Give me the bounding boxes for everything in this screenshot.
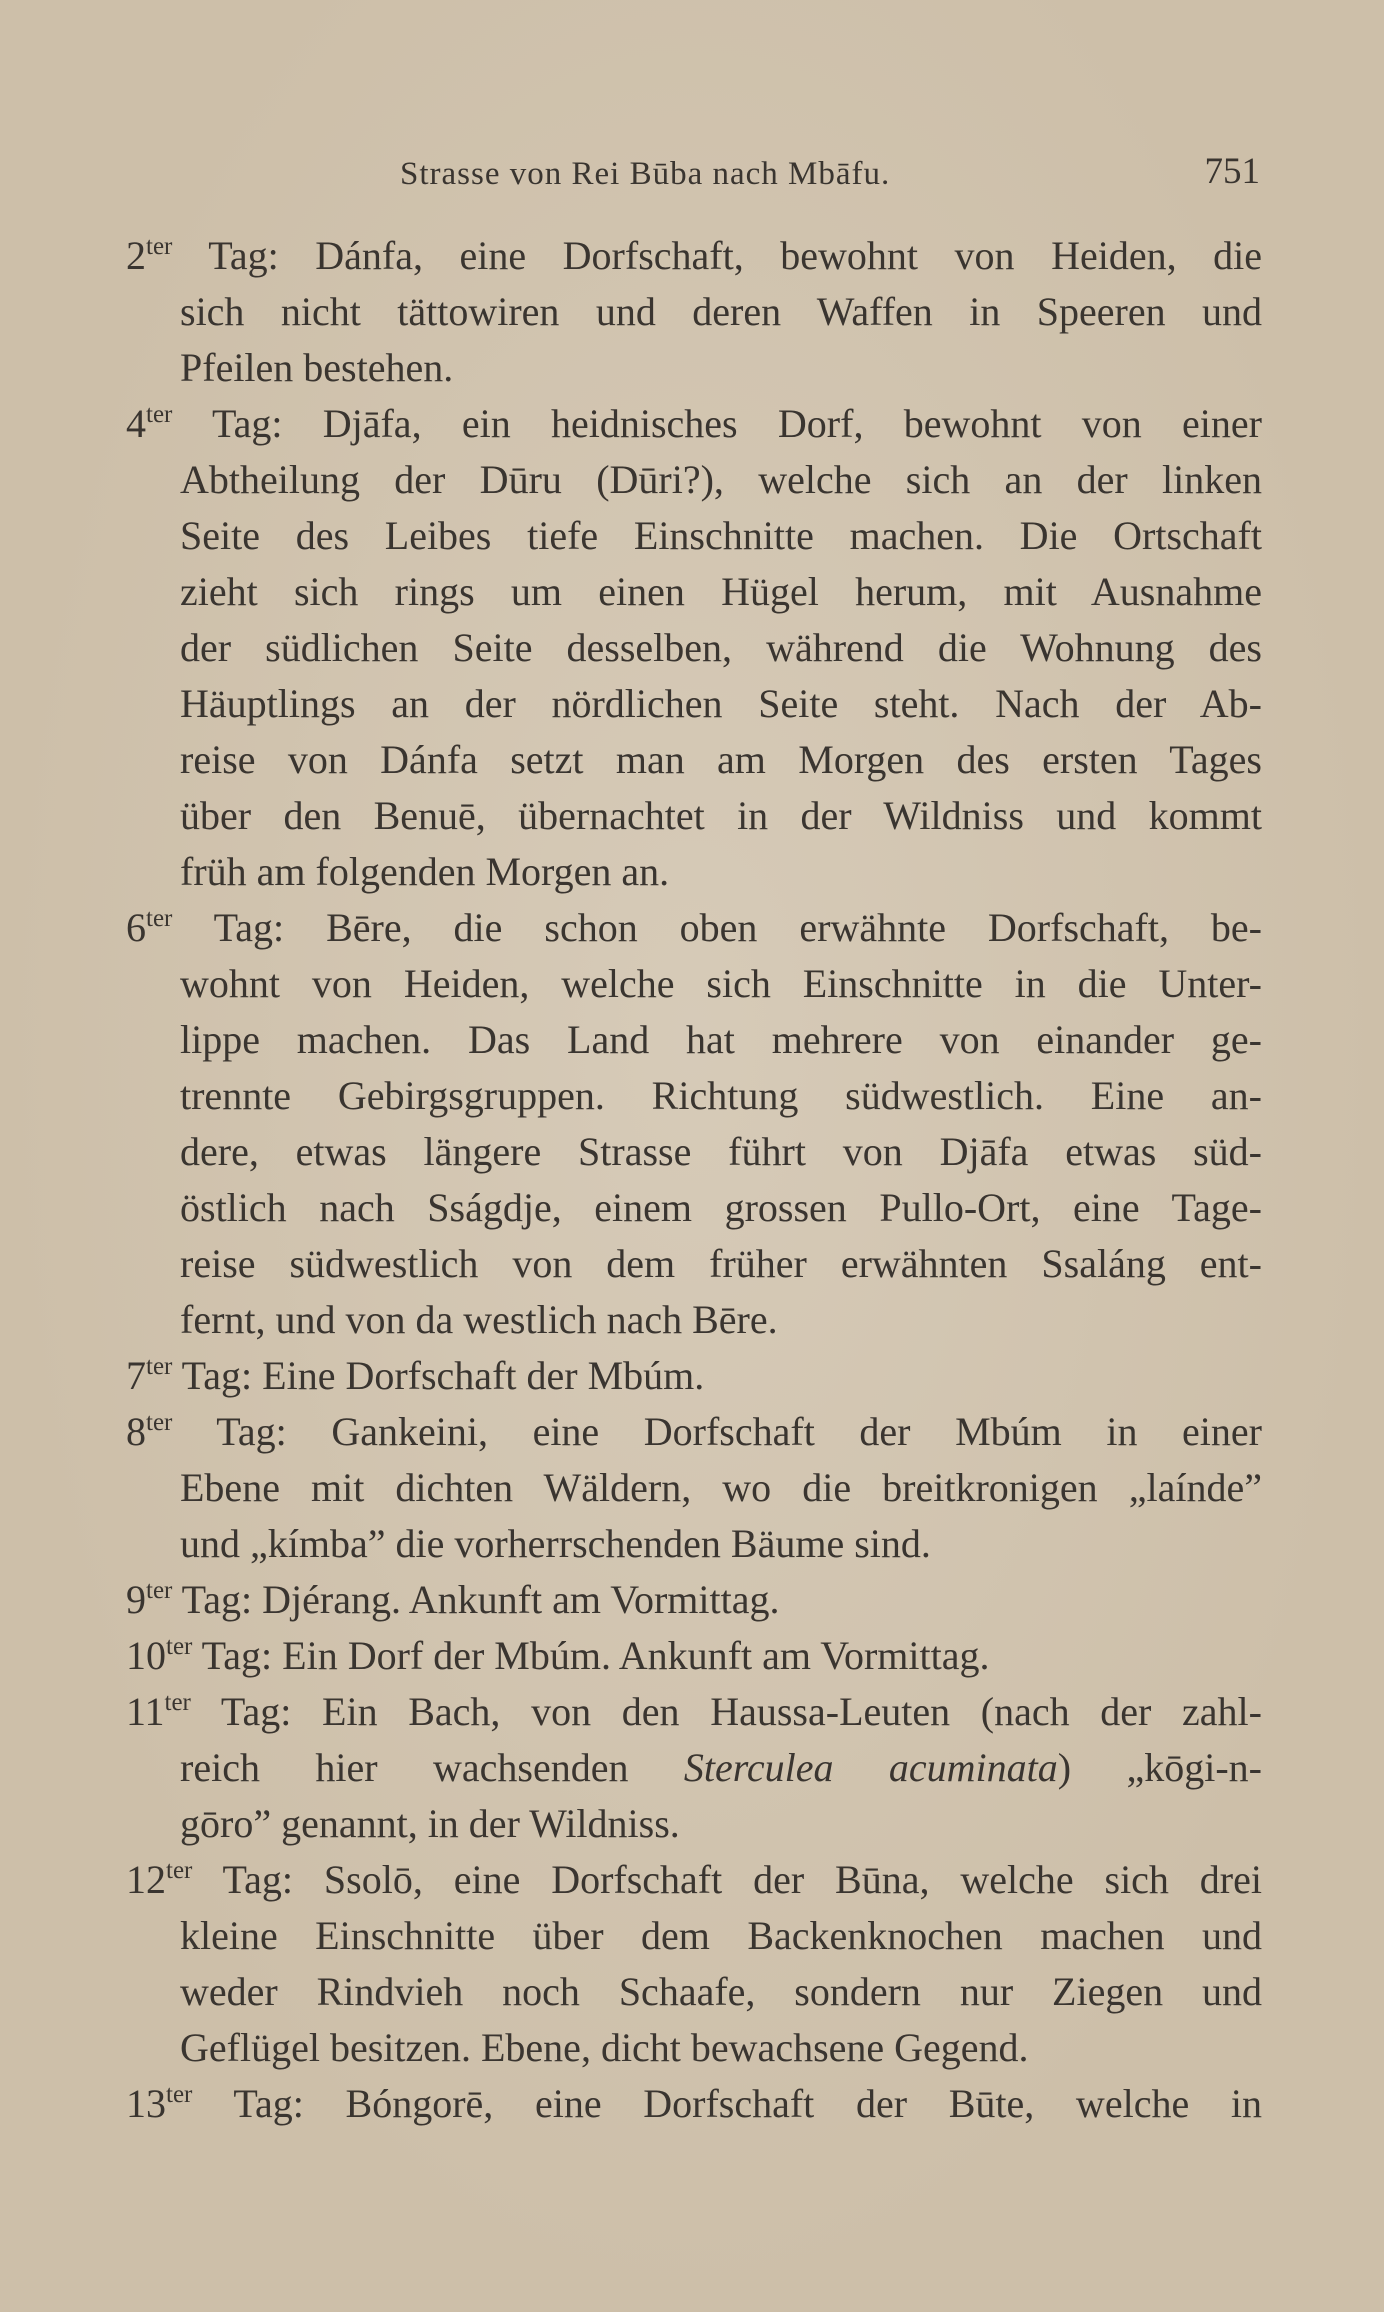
text-line: lippe machen. Das Land hat mehrere von einander ge- bbox=[180, 1017, 1262, 1062]
day-number: 13 bbox=[126, 2081, 166, 2126]
text-line: reise südwestlich von dem früher erwähnten Ssaláng ent- bbox=[180, 1241, 1262, 1286]
text-line: Pfeilen bestehen. bbox=[180, 345, 454, 390]
text-line: und „kímba” die vorherrschenden Bäume sind. bbox=[180, 1521, 931, 1566]
itinerary-entry bbox=[126, 1628, 1262, 1684]
text-line bbox=[126, 1404, 1262, 1460]
text-line: fernt, und von da westlich nach Bēre. bbox=[180, 1297, 778, 1342]
text-line: Abtheilung der Dūru (Dūri?), welche sich an der linken bbox=[180, 457, 1262, 502]
ordinal-suffix: ter bbox=[146, 401, 173, 428]
day-number: 11 bbox=[126, 1689, 165, 1734]
ordinal-suffix: ter bbox=[146, 1353, 173, 1380]
text-line: reise von Dánfa setzt man am Morgen des ersten Tages bbox=[180, 737, 1262, 782]
ordinal-suffix: ter bbox=[146, 1577, 173, 1604]
text-line: östlich nach Sságdje, einem grossen Pullo-Ort, eine Tage- bbox=[180, 1185, 1262, 1230]
running-title: Strasse von Rei Būba nach Mbāfu. bbox=[400, 156, 891, 192]
botanical-name: Sterculea acuminata bbox=[683, 1745, 1058, 1790]
itinerary-entry bbox=[126, 1404, 1262, 1572]
line-text: Tag: Dánfa, eine Dorfschaft, bewohnt von Heiden, die bbox=[172, 233, 1262, 278]
day-number: 7 bbox=[126, 1353, 146, 1398]
itinerary-entry bbox=[126, 2076, 1262, 2132]
line-text: Tag: Eine Dorfschaft der Mbúm. bbox=[172, 1353, 705, 1398]
text-line bbox=[126, 396, 1262, 452]
line-text: Tag: Bóngorē, eine Dorfschaft der Būte, welche in bbox=[192, 2081, 1262, 2126]
text-line bbox=[126, 900, 1262, 956]
line-text: Tag: Ein Bach, von den Haussa-Leuten (nach der zahl- bbox=[190, 1689, 1262, 1734]
text-line bbox=[126, 228, 1262, 284]
itinerary-entry bbox=[126, 1572, 1262, 1628]
ordinal-suffix: ter bbox=[146, 233, 173, 260]
line-text: Tag: Gankeini, eine Dorfschaft der Mbúm in einer bbox=[172, 1409, 1262, 1454]
day-number: 2 bbox=[126, 233, 146, 278]
ordinal-suffix: ter bbox=[164, 1689, 191, 1716]
line-text: Tag: Ssolō, eine Dorfschaft der Būna, welche sich drei bbox=[192, 1857, 1262, 1902]
text-line: Häuptlings an der nördlichen Seite steht. Nach der Ab- bbox=[180, 681, 1262, 726]
text-line: sich nicht tättowiren und deren Waffen in Speeren und bbox=[180, 289, 1262, 334]
line-text: Tag: Djérang. Ankunft am Vormittag. bbox=[172, 1577, 780, 1622]
text-line bbox=[126, 1572, 1262, 1628]
day-number: 10 bbox=[126, 1633, 166, 1678]
text-line: wohnt von Heiden, welche sich Einschnitte in die Unter- bbox=[180, 961, 1262, 1006]
text-line: Seite des Leibes tiefe Einschnitte machen. Die Ortschaft bbox=[180, 513, 1262, 558]
ordinal-suffix: ter bbox=[166, 1857, 193, 1884]
line-text: Tag: Bēre, die schon oben erwähnte Dorfschaft, be- bbox=[172, 905, 1262, 950]
text-line: Ebene mit dichten Wäldern, wo die breitkronigen „laínde” bbox=[180, 1465, 1262, 1510]
line-text: Tag: Djāfa, ein heidnisches Dorf, bewohnt von einer bbox=[172, 401, 1262, 446]
text-line: Geflügel besitzen. Ebene, dicht bewachsene Gegend. bbox=[180, 2025, 1029, 2070]
text-line: zieht sich rings um einen Hügel herum, mit Ausnahme bbox=[180, 569, 1262, 614]
text-line bbox=[126, 1684, 1262, 1740]
day-number: 9 bbox=[126, 1577, 146, 1622]
itinerary-entry bbox=[126, 1852, 1262, 2076]
itinerary-text bbox=[126, 228, 1262, 2132]
text-line: früh am folgenden Morgen an. bbox=[180, 849, 670, 894]
day-number: 4 bbox=[126, 401, 146, 446]
itinerary-entry bbox=[126, 396, 1262, 900]
text-line: der südlichen Seite desselben, während die Wohnung des bbox=[180, 625, 1262, 670]
text-line bbox=[126, 1852, 1262, 1908]
text-line: dere, etwas längere Strasse führt von Djāfa etwas süd- bbox=[180, 1129, 1262, 1174]
line-text: Tag: Ein Dorf der Mbúm. Ankunft am Vormittag. bbox=[192, 1633, 990, 1678]
line-text: reich hier wachsenden bbox=[180, 1745, 684, 1790]
ordinal-suffix: ter bbox=[166, 1633, 193, 1660]
text-line bbox=[126, 1740, 1262, 1796]
day-number: 6 bbox=[126, 905, 146, 950]
day-number: 8 bbox=[126, 1409, 146, 1454]
text-line: kleine Einschnitte über dem Backenknochen machen und bbox=[180, 1913, 1262, 1958]
itinerary-entry bbox=[126, 1684, 1262, 1852]
itinerary-entry bbox=[126, 1348, 1262, 1404]
text-line: weder Rindvieh noch Schaafe, sondern nur Ziegen und bbox=[180, 1969, 1262, 2014]
day-number: 12 bbox=[126, 1857, 166, 1902]
ordinal-suffix: ter bbox=[146, 905, 173, 932]
text-line bbox=[126, 1348, 1262, 1404]
text-line: gōro” genannt, in der Wildniss. bbox=[180, 1801, 680, 1846]
ordinal-suffix: ter bbox=[166, 2081, 193, 2108]
running-head bbox=[400, 150, 1260, 200]
text-line: trennte Gebirgsgruppen. Richtung südwestlich. Eine an- bbox=[180, 1073, 1262, 1118]
text-line bbox=[126, 2076, 1262, 2132]
page-number: 751 bbox=[1204, 151, 1260, 192]
itinerary-entry bbox=[126, 228, 1262, 396]
itinerary-entry bbox=[126, 900, 1262, 1348]
text-line bbox=[126, 1628, 1262, 1684]
ordinal-suffix: ter bbox=[146, 1409, 173, 1436]
line-text: ) „kōgi-n- bbox=[1057, 1745, 1262, 1790]
text-line: über den Benuē, übernachtet in der Wildniss und kommt bbox=[180, 793, 1262, 838]
